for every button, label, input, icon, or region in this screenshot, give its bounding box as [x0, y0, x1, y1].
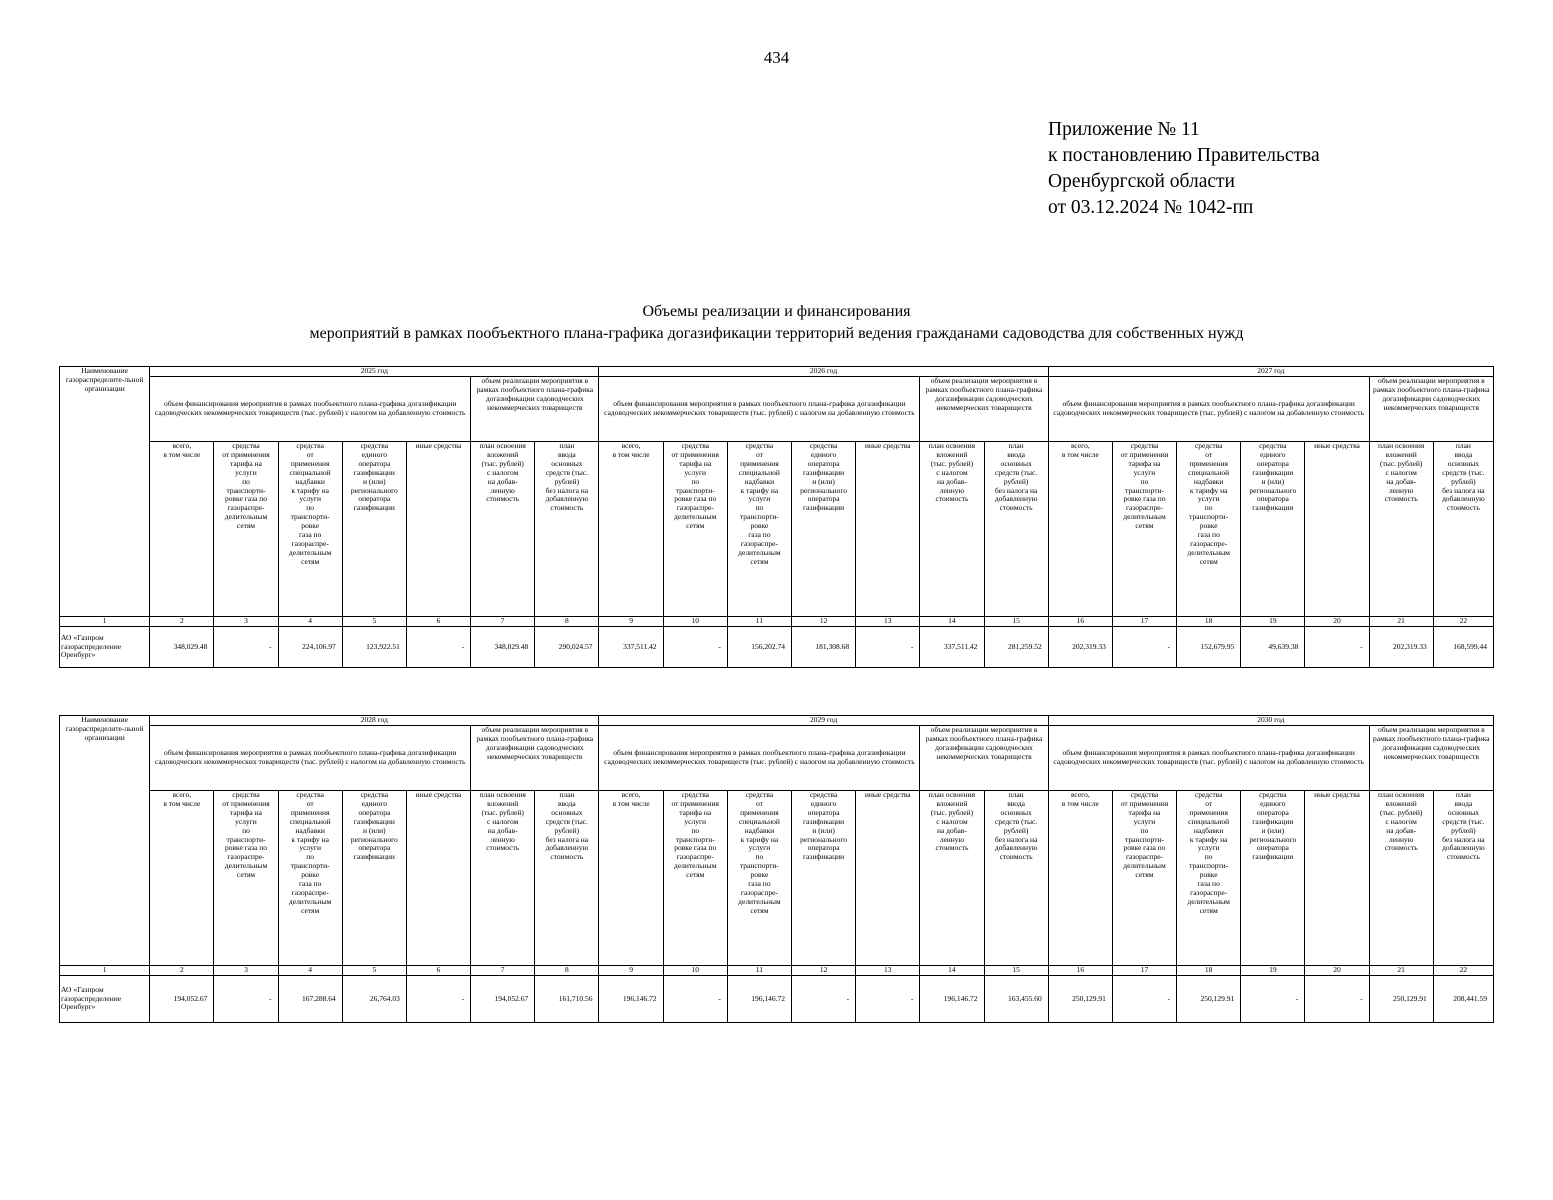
column-header-row	[60, 791, 1494, 966]
value-cell: 202,319.33	[1369, 627, 1433, 668]
value-cell: 348,029.48	[471, 627, 535, 668]
column-number: 6	[406, 617, 470, 627]
operator-column-header: средства единого оператора газификации и (или) регионального оператора газификации	[342, 791, 406, 966]
other-funds-column-header: иные средства	[1305, 442, 1369, 617]
plan-novat-column-header: план ввода основных средств (тыс. рублей) без налога на добавленную стоимость	[984, 791, 1048, 966]
title-line-2: мероприятий в рамках пообъектного плана-графика догазификации территорий ведения гражданами садоводства для собственных нужд	[309, 325, 1244, 342]
tariff-column-header: средства от применения тарифа на услуги по транспорти- ровке газа по газораспре- делительным сетям	[663, 442, 727, 617]
column-number: 14	[920, 617, 984, 627]
column-number: 16	[1048, 966, 1112, 976]
total-column-header: всего, в том числе	[1048, 442, 1112, 617]
total-column-header: всего, в том числе	[599, 791, 663, 966]
value-cell: -	[856, 627, 920, 668]
value-cell: 168,599.44	[1433, 627, 1493, 668]
column-number: 15	[984, 617, 1048, 627]
column-number: 10	[663, 617, 727, 627]
column-number: 6	[406, 966, 470, 976]
value-cell: -	[663, 976, 727, 1023]
column-number: 22	[1433, 966, 1493, 976]
value-cell: -	[792, 976, 856, 1023]
appendix-line-2: к постановлению Правительства	[1048, 145, 1320, 166]
plan-novat-column-header: план ввода основных средств (тыс. рублей) без налога на добавленную стоимость	[535, 442, 599, 617]
year-header-row	[60, 716, 1494, 726]
operator-column-header: средства единого оператора газификации и (или) регионального оператора газификации	[1241, 791, 1305, 966]
other-funds-column-header: иные средства	[856, 791, 920, 966]
year-header-row	[60, 367, 1494, 377]
column-number: 12	[792, 966, 856, 976]
org-column-header: Наименование газораспределите-льной организации	[60, 716, 150, 966]
value-cell: 208,441.59	[1433, 976, 1493, 1023]
value-cell: 156,202.74	[727, 627, 791, 668]
value-cell: -	[214, 976, 278, 1023]
column-number: 21	[1369, 966, 1433, 976]
markup-column-header: средства от применения специальной надбавки к тарифу на услуги по транспорти- ровке газа по газораспре- делительным сетям	[1177, 442, 1241, 617]
realization-group-header: объем реализации мероприятия в рамках пообъектного плана-графика догазификации садоводческих некоммерческих товариществ	[920, 377, 1048, 442]
operator-column-header: средства единого оператора газификации и (или) регионального оператора газификации	[342, 442, 406, 617]
column-number: 19	[1241, 966, 1305, 976]
value-cell: 196,146.72	[599, 976, 663, 1023]
plan-vat-column-header: план освоения вложений (тыс. рублей) с налогом на добав- ленную стоимость	[1369, 442, 1433, 617]
org-name-cell: АО «Газпром газораспределение Оренбург»	[60, 976, 150, 1023]
plan-novat-column-header: план ввода основных средств (тыс. рублей) без налога на добавленную стоимость	[984, 442, 1048, 617]
realization-group-header: объем реализации мероприятия в рамках пообъектного плана-графика догазификации садоводческих некоммерческих товариществ	[471, 726, 599, 791]
value-cell: 163,455.60	[984, 976, 1048, 1023]
column-number: 17	[1112, 617, 1176, 627]
column-number: 19	[1241, 617, 1305, 627]
value-cell: 181,308.68	[792, 627, 856, 668]
plan-vat-column-header: план освоения вложений (тыс. рублей) с налогом на добав- ленную стоимость	[920, 442, 984, 617]
column-number: 4	[278, 966, 342, 976]
financing-table-2028-2030	[59, 715, 1494, 1023]
plan-vat-column-header: план освоения вложений (тыс. рублей) с налогом на добав- ленную стоимость	[1369, 791, 1433, 966]
tariff-column-header: средства от применения тарифа на услуги по транспорти- ровке газа по газораспре- делительным сетям	[1112, 442, 1176, 617]
column-number: 14	[920, 966, 984, 976]
value-cell: 194,052.67	[471, 976, 535, 1023]
markup-column-header: средства от применения специальной надбавки к тарифу на услуги по транспорти- ровке газа по газораспре- делительным сетям	[278, 791, 342, 966]
value-cell: -	[214, 627, 278, 668]
markup-column-header: средства от применения специальной надбавки к тарифу на услуги по транспорти- ровке газа по газораспре- делительным сетям	[727, 791, 791, 966]
value-cell: 26,764.03	[342, 976, 406, 1023]
appendix-line-3: Оренбургской области	[1048, 171, 1235, 192]
value-cell: 196,146.72	[920, 976, 984, 1023]
table-row	[60, 976, 1494, 1023]
column-number: 21	[1369, 617, 1433, 627]
column-number-row	[60, 617, 1494, 627]
value-cell: -	[1112, 627, 1176, 668]
operator-column-header: средства единого оператора газификации и (или) регионального оператора газификации	[1241, 442, 1305, 617]
year-header: 2025 год	[150, 367, 599, 377]
realization-group-header: объем реализации мероприятия в рамках пообъектного плана-графика догазификации садоводческих некоммерческих товариществ	[920, 726, 1048, 791]
value-cell: 123,922.51	[342, 627, 406, 668]
value-cell: 49,639.38	[1241, 627, 1305, 668]
column-number: 11	[727, 966, 791, 976]
total-column-header: всего, в том числе	[1048, 791, 1112, 966]
realization-group-header: объем реализации мероприятия в рамках пообъектного плана-графика догазификации садоводческих некоммерческих товариществ	[1369, 726, 1493, 791]
table-row	[60, 627, 1494, 668]
page-number: 434	[763, 48, 790, 67]
tariff-column-header: средства от применения тарифа на услуги по транспорти- ровке газа по газораспре- делительным сетям	[214, 791, 278, 966]
plan-vat-column-header: план освоения вложений (тыс. рублей) с налогом на добав- ленную стоимость	[471, 791, 535, 966]
operator-column-header: средства единого оператора газификации и (или) регионального оператора газификации	[792, 442, 856, 617]
year-header: 2030 год	[1048, 716, 1493, 726]
document-title	[0, 301, 1553, 345]
other-funds-column-header: иные средства	[406, 442, 470, 617]
tariff-column-header: средства от применения тарифа на услуги по транспорти- ровке газа по газораспре- делительным сетям	[663, 791, 727, 966]
other-funds-column-header: иные средства	[406, 791, 470, 966]
other-funds-column-header: иные средства	[856, 442, 920, 617]
column-number: 13	[856, 617, 920, 627]
appendix-block	[1048, 117, 1320, 221]
column-number: 5	[342, 617, 406, 627]
column-number: 4	[278, 617, 342, 627]
value-cell: 224,106.97	[278, 627, 342, 668]
column-number: 9	[599, 966, 663, 976]
column-number: 17	[1112, 966, 1176, 976]
group-header-row	[60, 377, 1494, 442]
financing-table-2025-2027	[59, 366, 1494, 668]
realization-group-header: объем реализации мероприятия в рамках пообъектного плана-графика догазификации садоводческих некоммерческих товариществ	[471, 377, 599, 442]
column-number: 16	[1048, 617, 1112, 627]
value-cell: -	[406, 627, 470, 668]
tariff-column-header: средства от применения тарифа на услуги по транспорти- ровке газа по газораспре- делительным сетям	[214, 442, 278, 617]
operator-column-header: средства единого оператора газификации и (или) регионального оператора газификации	[792, 791, 856, 966]
year-header: 2027 год	[1048, 367, 1493, 377]
value-cell: -	[1305, 976, 1369, 1023]
column-number: 1	[60, 966, 150, 976]
plan-novat-column-header: план ввода основных средств (тыс. рублей) без налога на добавленную стоимость	[1433, 442, 1493, 617]
tariff-column-header: средства от применения тарифа на услуги по транспорти- ровке газа по газораспре- делительным сетям	[1112, 791, 1176, 966]
value-cell: -	[663, 627, 727, 668]
column-number: 9	[599, 617, 663, 627]
column-number: 8	[535, 617, 599, 627]
plan-vat-column-header: план освоения вложений (тыс. рублей) с налогом на добав- ленную стоимость	[471, 442, 535, 617]
financing-group-header: объем финансирования мероприятия в рамках пообъектного плана-графика догазификации садоводческих некоммерческих товариществ (тыс. рублей) с налогом на добавленную стоимость	[150, 726, 471, 791]
column-number: 22	[1433, 617, 1493, 627]
value-cell: -	[1305, 627, 1369, 668]
total-column-header: всего, в том числе	[150, 442, 214, 617]
column-number: 3	[214, 617, 278, 627]
other-funds-column-header: иные средства	[1305, 791, 1369, 966]
column-number: 10	[663, 966, 727, 976]
title-line-1: Объемы реализации и финансирования	[642, 303, 911, 320]
year-header: 2029 год	[599, 716, 1048, 726]
year-header: 2026 год	[599, 367, 1048, 377]
column-number: 13	[856, 966, 920, 976]
realization-group-header: объем реализации мероприятия в рамках пообъектного плана-графика догазификации садоводческих некоммерческих товариществ	[1369, 377, 1493, 442]
column-number: 18	[1177, 617, 1241, 627]
markup-column-header: средства от применения специальной надбавки к тарифу на услуги по транспорти- ровке газа по газораспре- делительным сетям	[278, 442, 342, 617]
appendix-line-4: от 03.12.2024 № 1042-пп	[1048, 197, 1254, 218]
column-number: 15	[984, 966, 1048, 976]
markup-column-header: средства от применения специальной надбавки к тарифу на услуги по транспорти- ровке газа по газораспре- делительным сетям	[1177, 791, 1241, 966]
value-cell: 250,129.91	[1048, 976, 1112, 1023]
year-header: 2028 год	[150, 716, 599, 726]
column-number: 1	[60, 617, 150, 627]
financing-group-header: объем финансирования мероприятия в рамках пообъектного плана-графика догазификации садоводческих некоммерческих товариществ (тыс. рублей) с налогом на добавленную стоимость	[150, 377, 471, 442]
value-cell: 196,146.72	[727, 976, 791, 1023]
value-cell: 202,319.33	[1048, 627, 1112, 668]
value-cell: 152,679.95	[1177, 627, 1241, 668]
value-cell: -	[856, 976, 920, 1023]
plan-novat-column-header: план ввода основных средств (тыс. рублей) без налога на добавленную стоимость	[535, 791, 599, 966]
value-cell: 290,024.57	[535, 627, 599, 668]
plan-novat-column-header: план ввода основных средств (тыс. рублей) без налога на добавленную стоимость	[1433, 791, 1493, 966]
value-cell: 167,288.64	[278, 976, 342, 1023]
column-number: 20	[1305, 966, 1369, 976]
plan-vat-column-header: план освоения вложений (тыс. рублей) с налогом на добав- ленную стоимость	[920, 791, 984, 966]
column-number: 20	[1305, 617, 1369, 627]
column-number: 5	[342, 966, 406, 976]
total-column-header: всего, в том числе	[599, 442, 663, 617]
column-number: 12	[792, 617, 856, 627]
total-column-header: всего, в том числе	[150, 791, 214, 966]
value-cell: 161,710.56	[535, 976, 599, 1023]
value-cell: 281,259.52	[984, 627, 1048, 668]
column-header-row	[60, 442, 1494, 617]
markup-column-header: средства от применения специальной надбавки к тарифу на услуги по транспорти- ровке газа по газораспре- делительным сетям	[727, 442, 791, 617]
value-cell: -	[406, 976, 470, 1023]
value-cell: 250,129.91	[1369, 976, 1433, 1023]
value-cell: 194,052.67	[150, 976, 214, 1023]
value-cell: -	[1241, 976, 1305, 1023]
org-column-header: Наименование газораспределите-льной организации	[60, 367, 150, 617]
column-number-row	[60, 966, 1494, 976]
financing-group-header: объем финансирования мероприятия в рамках пообъектного плана-графика догазификации садоводческих некоммерческих товариществ (тыс. рублей) с налогом на добавленную стоимость	[1048, 377, 1369, 442]
column-number: 3	[214, 966, 278, 976]
column-number: 11	[727, 617, 791, 627]
appendix-line-1: Приложение № 11	[1048, 119, 1200, 140]
column-number: 2	[150, 617, 214, 627]
value-cell: 337,511.42	[920, 627, 984, 668]
column-number: 7	[471, 617, 535, 627]
financing-group-header: объем финансирования мероприятия в рамках пообъектного плана-графика догазификации садоводческих некоммерческих товариществ (тыс. рублей) с налогом на добавленную стоимость	[599, 377, 920, 442]
column-number: 8	[535, 966, 599, 976]
group-header-row	[60, 726, 1494, 791]
financing-group-header: объем финансирования мероприятия в рамках пообъектного плана-графика догазификации садоводческих некоммерческих товариществ (тыс. рублей) с налогом на добавленную стоимость	[599, 726, 920, 791]
value-cell: 348,029.48	[150, 627, 214, 668]
column-number: 7	[471, 966, 535, 976]
value-cell: 337,511.42	[599, 627, 663, 668]
column-number: 2	[150, 966, 214, 976]
value-cell: 250,129.91	[1177, 976, 1241, 1023]
financing-group-header: объем финансирования мероприятия в рамках пообъектного плана-графика догазификации садоводческих некоммерческих товариществ (тыс. рублей) с налогом на добавленную стоимость	[1048, 726, 1369, 791]
value-cell: -	[1112, 976, 1176, 1023]
org-name-cell: АО «Газпром газораспределение Оренбург»	[60, 627, 150, 668]
column-number: 18	[1177, 966, 1241, 976]
